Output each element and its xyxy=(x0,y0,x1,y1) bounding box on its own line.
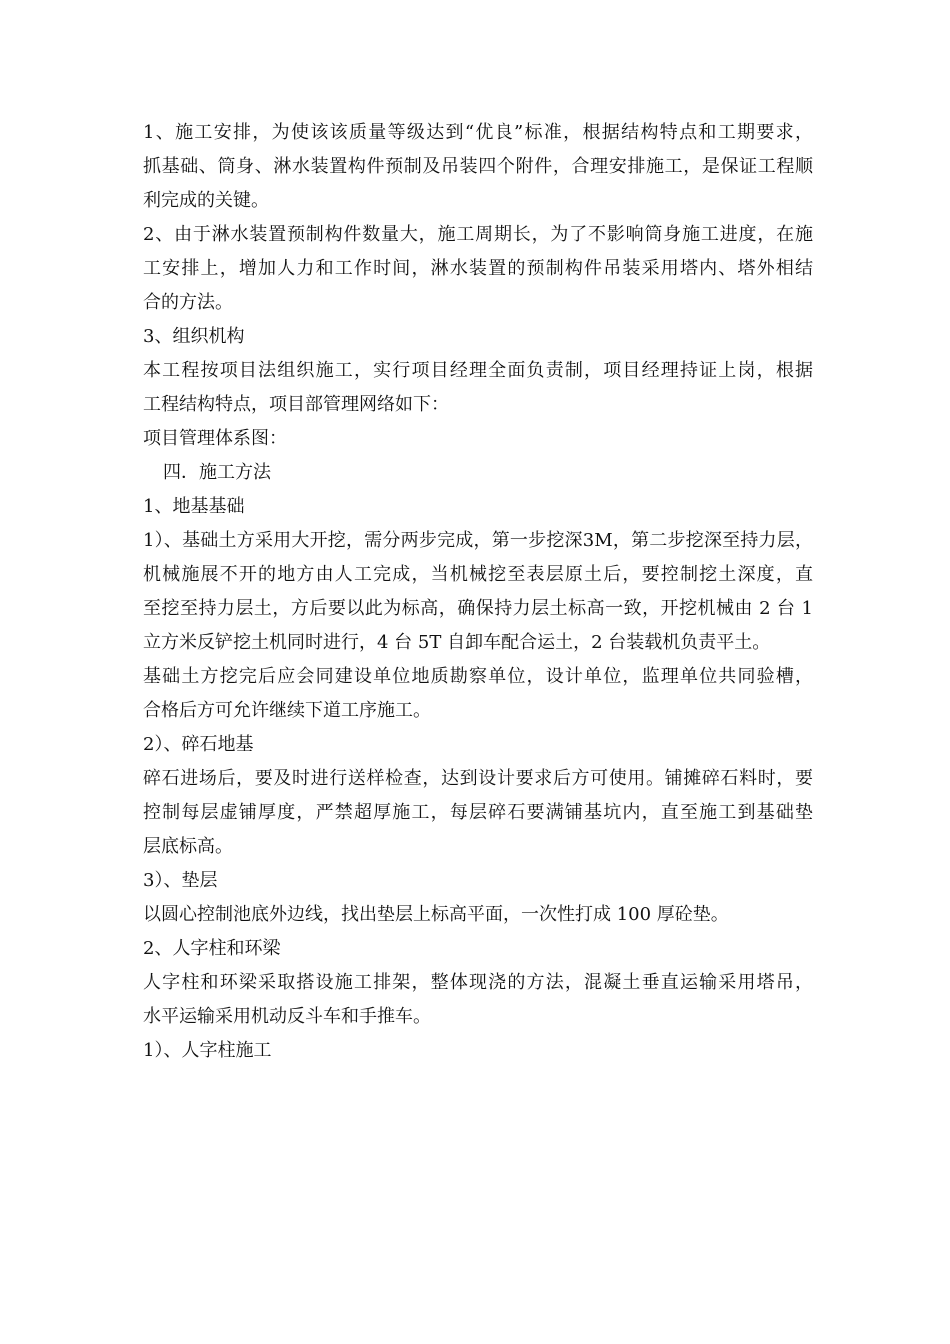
text-line: 机械施展不开的地方由人工完成，当机械挖至表层原土后，要控制挖土深度，直 xyxy=(143,564,813,585)
text-line: 基础土方挖完后应会同建设单位地质勘察单位，设计单位，监理单位共同验槽， xyxy=(143,666,813,687)
text-line: 至挖至持力层土，方后要以此为标高，确保持力层土标高一致，开挖机械由 2 台 1 xyxy=(143,598,813,619)
text-line: 人字柱和环梁采取搭设施工排架，整体现浇的方法，混凝土垂直运输采用塔吊， xyxy=(143,972,813,993)
text-line: 1、地基基础 xyxy=(143,496,245,517)
text-line: 项目管理体系图： xyxy=(143,428,287,449)
text-line: 2）、碎石地基 xyxy=(143,734,254,755)
text-line: 1、施工安排，为使该该质量等级达到“优良”标准，根据结构特点和工期要求， xyxy=(143,122,813,143)
text-line: 2、由于淋水装置预制构件数量大，施工周期长，为了不影响筒身施工进度，在施 xyxy=(143,224,813,245)
document-body xyxy=(143,116,813,1068)
text-line: 控制每层虚铺厚度，严禁超厚施工，每层碎石要满铺基坑内，直至施工到基础垫 xyxy=(143,802,813,823)
text-line: 立方米反铲挖土机同时进行，4 台 5T 自卸车配合运土，2 台装载机负责平土。 xyxy=(143,632,771,653)
text-line: 2、人字柱和环梁 xyxy=(143,938,281,959)
text-line: 工安排上，增加人力和工作时间，淋水装置的预制构件吊装采用塔内、塔外相结 xyxy=(143,258,813,279)
text-line: 1）、人字柱施工 xyxy=(143,1040,272,1061)
text-line: 抓基础、筒身、淋水装置构件预制及吊装四个附件，合理安排施工，是保证工程顺 xyxy=(143,156,813,177)
text-line: 碎石进场后，要及时进行送样检查，达到设计要求后方可使用。铺摊碎石料时，要 xyxy=(143,768,813,789)
text-line: 合格后方可允许继续下道工序施工。 xyxy=(143,700,431,721)
text-line: 四．施工方法 xyxy=(163,462,271,483)
text-line: 1）、基础土方采用大开挖，需分两步完成，第一步挖深3M，第二步挖深至持力层， xyxy=(143,530,813,551)
text-line: 本工程按项目法组织施工，实行项目经理全面负责制，项目经理持证上岗，根据 xyxy=(143,360,813,381)
text-line: 3、组织机构 xyxy=(143,326,245,347)
text-line: 工程结构特点，项目部管理网络如下： xyxy=(143,394,449,415)
text-line: 层底标高。 xyxy=(143,836,233,857)
text-line: 利完成的关键。 xyxy=(143,190,269,211)
text-line: 水平运输采用机动反斗车和手推车。 xyxy=(143,1006,431,1027)
text-line: 3）、垫层 xyxy=(143,870,218,891)
text-line: 以圆心控制池底外边线，找出垫层上标高平面，一次性打成 100 厚砼垫。 xyxy=(143,904,729,925)
text-line: 合的方法。 xyxy=(143,292,233,313)
